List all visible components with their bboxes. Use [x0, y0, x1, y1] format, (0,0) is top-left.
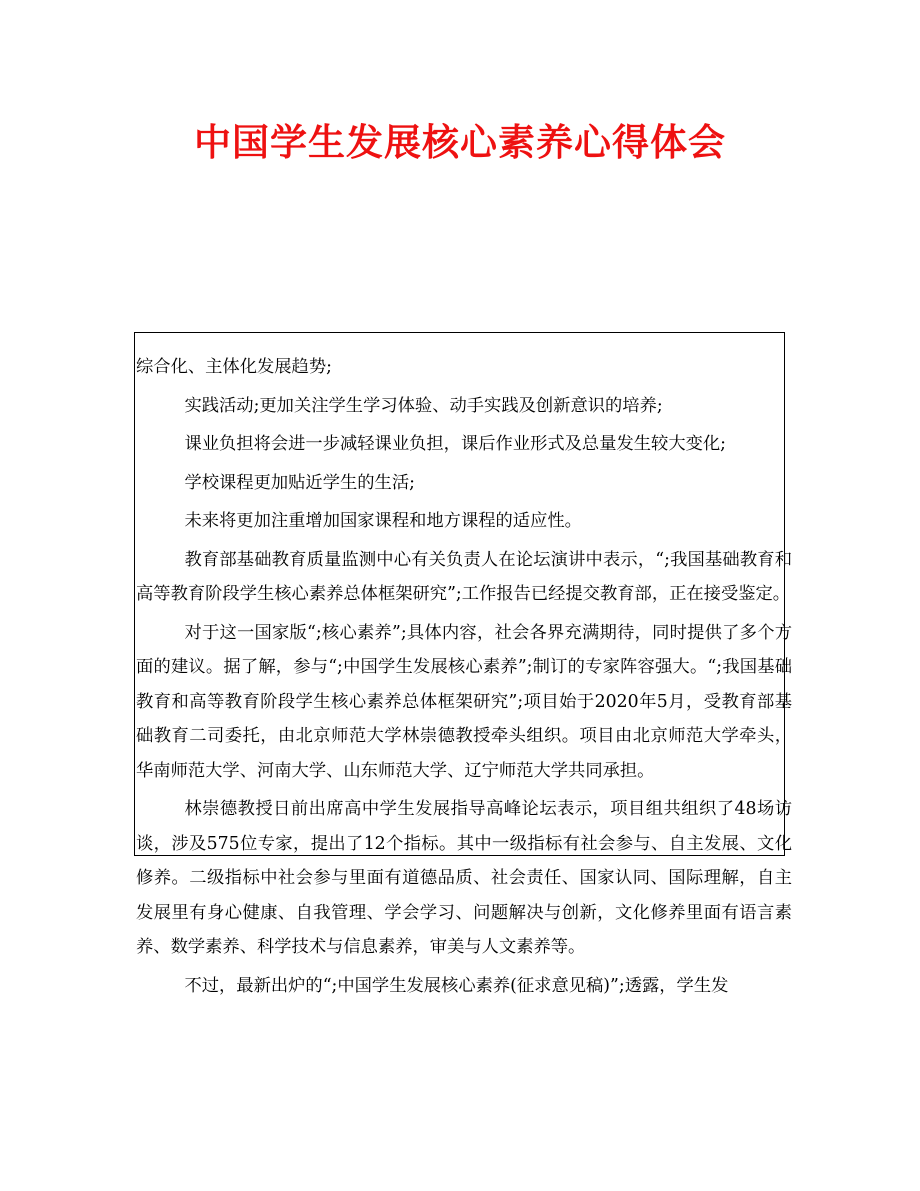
paragraph: 学校课程更加贴近学生的生活; [184, 472, 415, 493]
page-title: 中国学生发展核心素养心得体会 [194, 121, 726, 164]
paragraph: 不过，最新出炉的“;中国学生发展核心素养(征求意见稿)”;透露，学生发 [184, 975, 729, 996]
paragraph: 林崇德教授日前出席高中学生发展指导高峰论坛表示，项目组共组织了48场访谈，涉及575位专家，提出了12个指标。其中一级指标有社会参与、自主发展、文化修养。二级指标中社会参与里面有道德品质、社会责任、国家认同、国际理解，自主发展里有身心健康、自我管理、学会学习、问题解决与创新，文化修养里面有语言素养、数学素养、科学技术与信息素养，审美与人文素养等。 [136, 799, 792, 957]
document-body [136, 350, 792, 1007]
paragraph: 未来将更加注重增加国家课程和地方课程的适应性。 [184, 511, 582, 531]
paragraph: 实践活动;更加关注学生学习体验、动手实践及创新意识的培养; [184, 395, 663, 416]
paragraph: 课业负担将会进一步减轻课业负担，课后作业形式及总量发生较大变化; [184, 434, 726, 454]
paragraph: 教育部基础教育质量监测中心有关负责人在论坛演讲中表示，“;我国基础教育和高等教育阶段学生核心素养总体框架研究”;工作报告已经提交教育部，正在接受鉴定。 [136, 549, 792, 604]
paragraph: 综合化、主体化发展趋势; [136, 357, 332, 377]
paragraph: 对于这一国家版“;核心素养”;具体内容，社会各界充满期待，同时提供了多个方面的建议。据了解，参与“;中国学生发展核心素养”;制订的专家阵容强大。“;我国基础教育和高等教育阶段学生核心素养总体框架研究”;项目始于2020年5月，受教育部基础教育二司委托，由北京师范大学林崇德教授牵头组织。项目由北京师范大学牵头，华南师范大学、河南大学、山东师范大学、辽宁师范大学共同承担。 [136, 622, 792, 781]
